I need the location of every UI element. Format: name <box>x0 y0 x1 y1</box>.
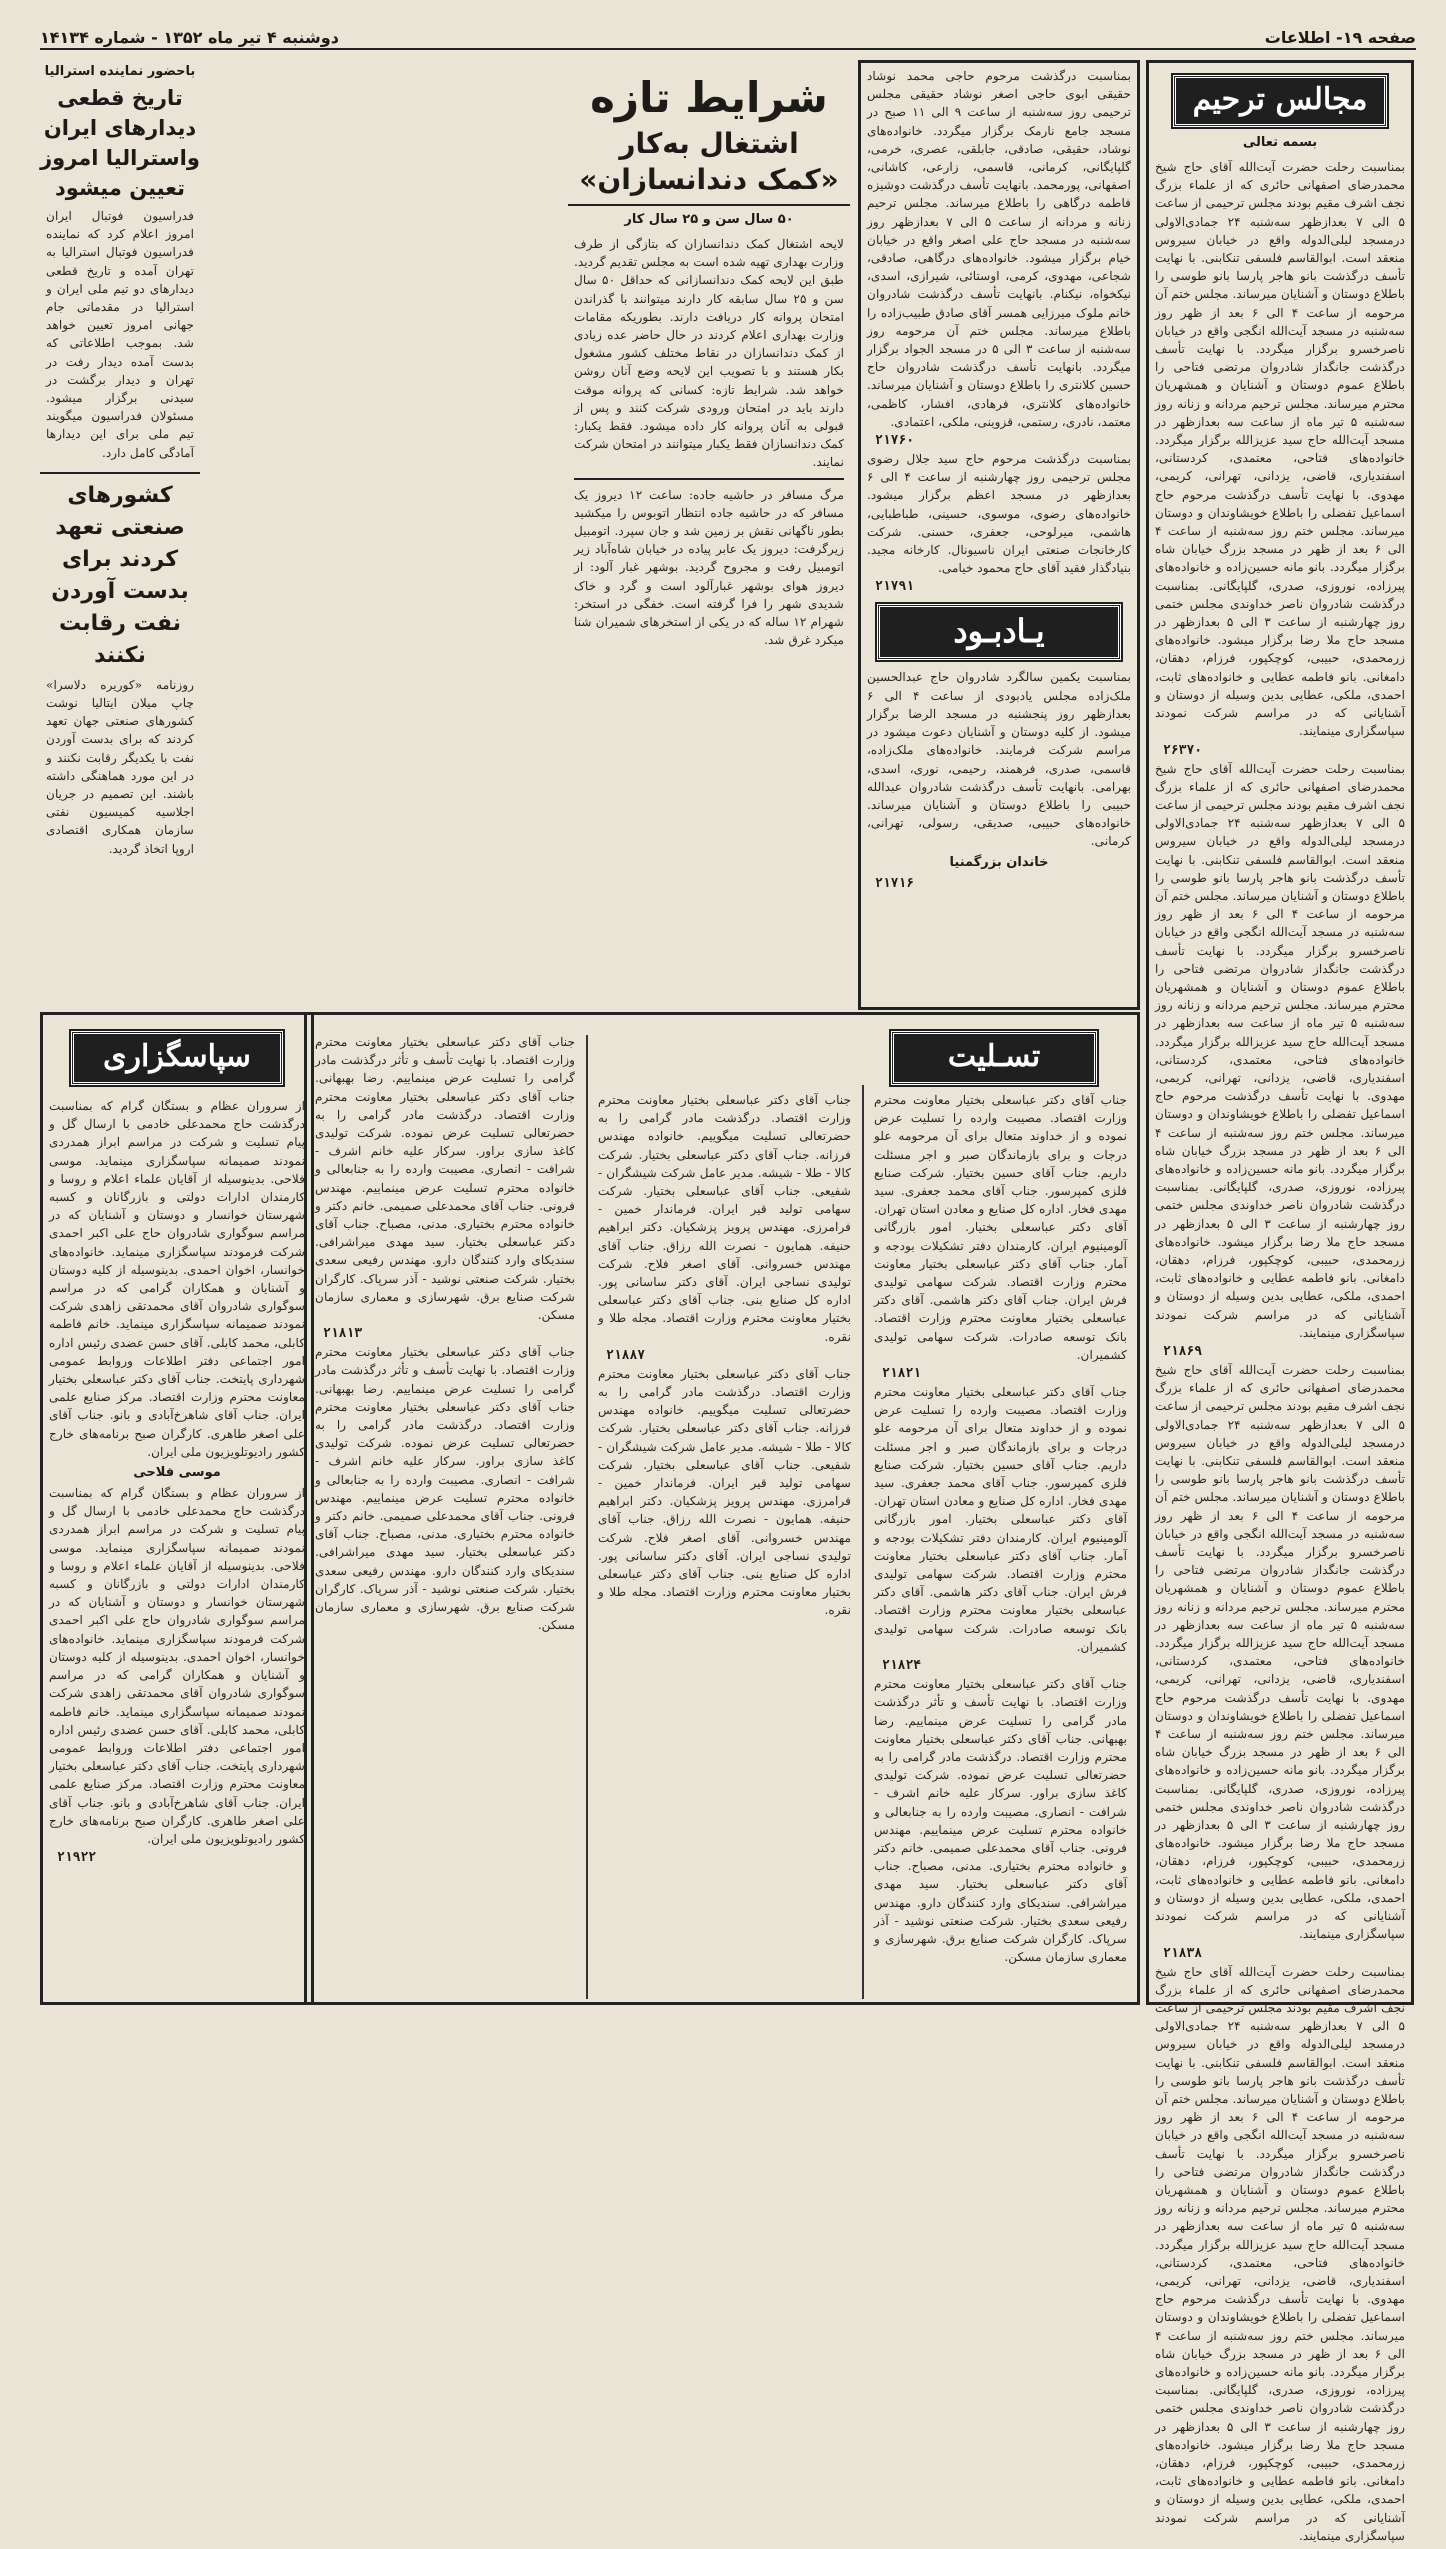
sepas-name: موسی فلاحی <box>133 1465 221 1481</box>
notices-ref: ۲۱۷۱۶ <box>875 875 915 891</box>
sports-title: تاریخ قطعی دیدارهای ایران واسترالیا امروز تعیین میشود <box>40 86 200 200</box>
majales-ref: ۲۱۸۳۸ <box>1163 1945 1203 1961</box>
rule <box>574 478 844 480</box>
majales-body-repeat: بمناسبت رحلت حضرت آیت‌الله آقای حاج شیخ محمدرضای اصفهانی حائری که از علماء بزرگ نجف اشرف مقیم بودند مجلس ترحیمی از ساعت ۵ الی ۷ بعدازظهر سه‌شنبه ۲۴ جمادی‌الاولی درمسجد لیلی‌الدوله واقع در خیابان سیروس منعقد است. ابوالقاسم فلسفی تنکابنی. با نهایت تأسف درگذشت بانو هاجر پارسا بانو طوسی را باطلاع دوستان و آشنایان میرساند. مجلس ختم آن مرحومه از ساعت ۴ الی ۶ بعد از ظهر روز سه‌شنبه در مسجد آیت‌الله انگجی واقع در خیابان ناصرخسرو برگزار میگردد. با نهایت تأسف درگذشت جانگداز شادروان مرتضی فتاحی را باطلاع عموم دوستان و آشنایان و همشهریان محترم میرساند. مجلس ترحیم مردانه و زنانه روز سه‌شنبه ۵ تیر ماه از ساعت سه بعدازظهر در مسجد آیت‌الله حاج سید عزیزالله برگزار میگردد. خانواده‌های فتاحی، معتمدی، کردستانی، اسفندیاری، قاضی، یزدانی، تهرانی، کریمی، مهدوی. با نهایت تأسف درگذشت مرحوم حاج اسماعیل تفضلی را باطلاع خویشاوندان و دوستان میرساند. مجلس ختم روز سه‌شنبه از ساعت ۴ الی ۶ بعد از ظهر در مسجد بزرگ خیابان شاه برگزار میگردد. بانو مانه حسین‌زاده و خانواده‌های پیرزاده، نوروزی، صدری، گلپایگانی. بمناسبت درگذشت شادروان ناصر خداوندی مجلس ختمی روز چهارشنبه از ساعت ۳ الی ۵ بعدازظهر در مسجد حاج ملا رضا برگزار میشود. خانواده‌های زرمحمدی، حبیبی، کوچکپور، فرزام، دهقان، دامغانی. بانو فاطمه عطایی و خانواده‌های ثابت، احمدی، ملکی، عطایی بدین وسیله از دوستان و آشنایانی که در مراسم شرکت نمودند سپاسگزاری مینمایند. <box>1155 1964 1406 2543</box>
majales-column <box>1146 60 1414 2543</box>
tasliat-body: جناب آقای دکتر عباسعلی بختیار معاونت محترم وزارت اقتصاد. مصیبت وارده را تسلیت عرض نموده و از خداوند متعال برای آن مرحومه علو درجات و برای بازماندگان صبر و اجر مسئلت داریم. جناب آقای حسین بختیار. شرکت صنایع فلزی کمپرسور. جناب آقای محمد جعفری. سید مهدی فخار. اداره کل صنایع و معادن استان تهران. آقای دکتر عباسعلی بختیار. امور بازرگانی آلومینیوم ایران. کارمندان دفتر تشکیلات بودجه و آمار. جناب آقای دکتر عباسعلی بختیار معاونت محترم وزارت اقتصاد. شرکت سهامی تولیدی فرش ایران. جناب آقای دکتر هاشمی. آقای دکتر عباسعلی بختیار معاونت محترم وزارت اقتصاد. بانک توسعه صادرات. شرکت سهامی تولیدی کشمیران. <box>874 1385 1127 1654</box>
notices-ref: ۲۱۷۶۰ <box>875 433 915 449</box>
tasliat-body: جناب آقای دکتر عباسعلی بختیار معاونت محترم وزارت اقتصاد. درگذشت مادر گرامی را به حضرتعالی تسلیت میگوییم. خانواده مهندس فرزانه. جناب آقای دکتر عباسعلی بختیار. شرکت کالا - طلا - شیشه. مدیر عامل شرکت شیشگران - شفیعی. جناب آقای عباسعلی بختیار. شرکت سهامی تولید قیر ایران. فرماندار خمین - فرامرزی. مهندس پرویز پزشکیان. دکتر ابراهیم حنیفه. همایون - نصرت الله رزاق. جناب آقای مهندس خسروانی. آقای اصغر فلاح. شرکت تولیدی نساجی ایران. آقای دکتر ساسانی پور. اداره کل صنایع بنی. جناب آقای دکتر عباسعلی بختیار معاونت محترم وزارت اقتصاد. مجله طلا و نقره. <box>598 1093 851 1344</box>
oil-title: کشورهای صنعتی تعهد کردند برای بدست آوردن نفت رقابت نکنند <box>51 482 189 668</box>
sepas-banner: سپاسگزاری <box>71 1031 283 1085</box>
sepas-body: از سروران عظام و بستگان گرام که بمناسبت درگذشت حاج محمدعلی خادمی با ارسال گل و پیام تسلیت و شرکت در مراسم ابراز همدردی نمودند صمیمانه سپاسگزاری مینماید. موسی فلاحی. بدینوسیله از آقایان علماء اعلام و روسا و کارمندان ادارات دولتی و بازرگانان و کسبه شهرستان خوانسار و دوستان و آشنایان که در مراسم سوگواری شادروان حاج علی اکبر احمدی شرکت فرمودند سپاسگزاری مینماید. خانواده‌های خوانسار، اخوان احمدی. بدینوسیله از کلیه دوستان و آشنایان و همکاران گرامی که در مراسم سوگواری شادروان آقای محمدتقی زاهدی شرکت نمودند صمیمانه سپاسگزاری مینماید. خانم فاطمه کابلی، محمد کابلی. آقای حسن عضدی رئیس اداره امور اجتماعی دفتر اطلاعات وروابط عمومی شهرداری پایتخت. جناب آقای دکتر عباسعلی بختیار معاونت محترم وزارت اقتصاد. مرکز صنایع علمی ایران. جناب آقای شاهرخ‌آبادی و بانو. جناب آقای علی اصغر طاهری. کارگران صبح برنامه‌های خارج کشور رادیوتلویزیون ملی ایران. <box>49 1099 305 1459</box>
tasliat-col-2 <box>592 1087 857 1997</box>
majales-first-heading: بسمه تعالی <box>1242 135 1318 150</box>
sports-body: فدراسیون فوتبال ایران امروز اعلام کرد که نماینده فدراسیون فوتبال استرالیا به تهران آمده و تاریخ قطعی دیدارهای دو تیم ملی ایران و استرالیا در مقدماتی جام جهانی امروز تعیین خواهد شد. بموجب اطلاعاتی که بدست آمده دیدار رفت در تهران و دیدار برگشت در سیدنی برگزار میشود. مسئولان فدراسیون میگویند تیم ملی برای این دیدارها آمادگی کامل دارد. <box>46 209 194 460</box>
dentists-subtitle: اشتغال به‌کار «کمک دندانسازان» <box>579 127 839 196</box>
tasliat-banner: تسـلیت <box>891 1031 1097 1085</box>
yadbood-signature: خاندان بزرگمنیا <box>949 854 1049 870</box>
tasliat-body: جناب آقای دکتر عباسعلی بختیار معاونت محترم وزارت اقتصاد. با نهایت تأسف و تأثر درگذشت مادر گرامی را تسلیت عرض مینماییم. رضا بهبهانی. جناب آقای دکتر عباسعلی بختیار معاونت محترم وزارت اقتصاد. درگذشت مادر گرامی را به حضرتعالی تسلیت عرض نموده. شرکت تولیدی کاغذ سازی براور. سرکار علیه خانم اشرف - شرافت - انصاری. مصیبت وارده را به جنابعالی و خانواده محترم تسلیت عرض مینماییم. مهندس فرونی. جناب آقای محمدعلی صمیمی. خانم دکتر و خانواده محترم بختیاری. مدنی، مصباح. جناب آقای دکتر عباسعلی بختیار. سید مهدی میراشرافی. سندیکای وارد کنندگان دارو. مهندس رفیعی سعدی بختیار. شرکت صنعتی نوشید - آذر سرپاک. کارگران شرکت صنایع برق. شهرسازی و معماری سازمان مسکن. <box>874 1677 1127 1965</box>
tasliat-col-1 <box>868 1087 1133 1997</box>
dentists-subhead: ۵۰ سال سن و ۲۵ سال کار <box>624 212 794 227</box>
majales-body-repeat: بمناسبت رحلت حضرت آیت‌الله آقای حاج شیخ محمدرضای اصفهانی حائری که از علماء بزرگ نجف اشرف مقیم بودند مجلس ترحیمی از ساعت ۵ الی ۷ بعدازظهر سه‌شنبه ۲۴ جمادی‌الاولی درمسجد لیلی‌الدوله واقع در خیابان سیروس منعقد است. ابوالقاسم فلسفی تنکابنی. با نهایت تأسف درگذشت بانو هاجر پارسا بانو طوسی را باطلاع دوستان و آشنایان میرساند. مجلس ختم آن مرحومه از ساعت ۴ الی ۶ بعد از ظهر روز سه‌شنبه در مسجد آیت‌الله انگجی واقع در خیابان ناصرخسرو برگزار میگردد. با نهایت تأسف درگذشت جانگداز شادروان مرتضی فتاحی را باطلاع عموم دوستان و آشنایان و همشهریان محترم میرساند. مجلس ترحیم مردانه و زنانه روز سه‌شنبه ۵ تیر ماه از ساعت سه بعدازظهر در مسجد آیت‌الله حاج سید عزیزالله برگزار میگردد. خانواده‌های فتاحی، معتمدی، کردستانی، اسفندیاری، قاضی، یزدانی، تهرانی، کریمی، مهدوی. با نهایت تأسف درگذشت مرحوم حاج اسماعیل تفضلی را باطلاع خویشاوندان و دوستان میرساند. مجلس ختم روز سه‌شنبه از ساعت ۴ الی ۶ بعد از ظهر در مسجد بزرگ خیابان شاه برگزار میگردد. بانو مانه حسین‌زاده و خانواده‌های پیرزاده، نوروزی، صدری، گلپایگانی. بمناسبت درگذشت شادروان ناصر خداوندی مجلس ختمی روز چهارشنبه از ساعت ۳ الی ۵ بعدازظهر در مسجد حاج ملا رضا برگزار میشود. خانواده‌های زرمحمدی، حبیبی، کوچکپور، فرزام، دهقان، دامغانی. بانو فاطمه عطایی و خانواده‌های ثابت، احمدی، ملکی، عطایی بدین وسیله از دوستان و آشنایانی که در مراسم شرکت نمودند سپاسگزاری مینمایند. <box>1155 761 1406 1340</box>
dentists-body: لایحه اشتغال کمک دندانسازان که بتازگی از طرف وزارت بهداری تهیه شده است به مجلس تقدیم گردید. طبق این لایحه کمک دندانسازانی که حداقل ۵۰ سال سن و ۲۵ سال سابقه کار دارند میتوانند با گذراندن امتحان پروانه کار دریافت دارند. بطوریکه مقامات وزارت بهداری اعلام کردند در حال حاضر عده زیادی از کمک دندانسازان در نقاط مختلف کشور مشغول بکار هستند و با تصویب این لایحه وضع آنان روشن خواهد شد. شرایط تازه: کسانی که پروانه موقت دارند باید در امتحان ورودی شرکت کنند و پس از قبولی به آنان پروانه کار داده میشود. فقط یکبار: کمک دندانسازان فقط یکبار میتوانند در امتحان شرکت نمایند. <box>574 237 845 470</box>
issue-date: دوشنبه ۴ تیر ماه ۱۳۵۲ - شماره ۱۴۱۳۴ <box>40 27 339 47</box>
page-label: صفحه ۱۹- اطلاعات <box>1264 27 1416 47</box>
notices-ref: ۲۱۷۹۱ <box>875 579 915 595</box>
oil-body: روزنامه «کوریره دلاسرا» چاپ میلان ایتالیا نوشت کشورهای صنعتی جهان تعهد کردند که برای بدست آوردن نفت با یکدیگر رقابت نکنند و در این مورد هماهنگی داشته باشند. این تصمیم در جریان اجلاسیه کمیسیون نفتی سازمان همکاری اقتصادی اروپا اتخاذ گردید. <box>46 677 194 856</box>
majales-body: بمناسبت رحلت حضرت آیت‌الله آقای حاج شیخ محمدرضای اصفهانی حائری که از علماء بزرگ نجف اشرف مقیم بودند مجلس ترحیمی از ساعت ۵ الی ۷ بعدازظهر سه‌شنبه ۲۴ جمادی‌الاولی درمسجد لیلی‌الدوله واقع در خیابان سیروس منعقد است. ابوالقاسم فلسفی تنکابنی. با نهایت تأسف درگذشت بانو هاجر پارسا بانو طوسی را باطلاع دوستان و آشنایان میرساند. مجلس ختم آن مرحومه از ساعت ۴ الی ۶ بعد از ظهر روز سه‌شنبه در مسجد آیت‌الله انگجی واقع در خیابان ناصرخسرو برگزار میگردد. با نهایت تأسف درگذشت جانگداز شادروان مرتضی فتاحی را باطلاع عموم دوستان و آشنایان و همشهریان محترم میرساند. مجلس ترحیم مردانه و زنانه روز سه‌شنبه ۵ تیر ماه از ساعت سه بعدازظهر در مسجد آیت‌الله حاج سید عزیزالله برگزار میگردد. خانواده‌های فتاحی، معتمدی، کردستانی، اسفندیاری، قاضی، یزدانی، تهرانی، کریمی، مهدوی. با نهایت تأسف درگذشت مرحوم حاج اسماعیل تفضلی را باطلاع خویشاوندان و دوستان میرساند. مجلس ختم روز سه‌شنبه از ساعت ۴ الی ۶ بعد از ظهر در مسجد بزرگ خیابان شاه برگزار میگردد. بانو مانه حسین‌زاده و خانواده‌های پیرزاده، نوروزی، صدری، گلپایگانی. بمناسبت درگذشت شادروان ناصر خداوندی مجلس ختمی روز چهارشنبه از ساعت ۳ الی ۵ بعدازظهر در مسجد حاج ملا رضا برگزار میشود. خانواده‌های زرمحمدی، حبیبی، کوچکپور، فرزام، دهقان، دامغانی. بانو فاطمه عطایی و خانواده‌های ثابت، احمدی، ملکی، عطایی بدین وسیله از دوستان و آشنایانی که در مراسم شرکت نمودند سپاسگزاری مینمایند. <box>1155 160 1406 739</box>
column-divider <box>586 1035 588 1999</box>
rule <box>40 472 200 474</box>
tasliat-body: جناب آقای دکتر عباسعلی بختیار معاونت محترم وزارت اقتصاد. با نهایت تأسف و تأثر درگذشت مادر گرامی را تسلیت عرض مینماییم. رضا بهبهانی. جناب آقای دکتر عباسعلی بختیار معاونت محترم وزارت اقتصاد. درگذشت مادر گرامی را به حضرتعالی تسلیت عرض نموده. شرکت تولیدی کاغذ سازی براور. سرکار علیه خانم اشرف - شرافت - انصاری. مصیبت وارده را به جنابعالی و خانواده محترم تسلیت عرض مینماییم. مهندس فرونی. جناب آقای محمدعلی صمیمی. خانم دکتر و خانواده محترم بختیاری. مدنی، مصباح. جناب آقای دکتر عباسعلی بختیار. سید مهدی میراشرافی. سندیکای وارد کنندگان دارو. مهندس رفیعی سعدی بختیار. شرکت صنعتی نوشید - آذر سرپاک. کارگران شرکت صنایع برق. شهرسازی و معماری سازمان مسکن. <box>315 1035 575 1323</box>
notices-column <box>858 60 1140 1010</box>
tasliat-body: جناب آقای دکتر عباسعلی بختیار معاونت محترم وزارت اقتصاد. با نهایت تأسف و تأثر درگذشت مادر گرامی را تسلیت عرض مینماییم. رضا بهبهانی. جناب آقای دکتر عباسعلی بختیار معاونت محترم وزارت اقتصاد. درگذشت مادر گرامی را به حضرتعالی تسلیت عرض نموده. شرکت تولیدی کاغذ سازی براور. سرکار علیه خانم اشرف - شرافت - انصاری. مصیبت وارده را به جنابعالی و خانواده محترم تسلیت عرض مینماییم. مهندس فرونی. جناب آقای محمدعلی صمیمی. خانم دکتر و خانواده محترم بختیاری. مدنی، مصباح. جناب آقای دکتر عباسعلی بختیار. سید مهدی میراشرافی. سندیکای وارد کنندگان دارو. مهندس رفیعی سعدی بختیار. شرکت صنعتی نوشید - آذر سرپاک. کارگران شرکت صنایع برق. شهرسازی و معماری سازمان مسکن. <box>315 1345 575 1633</box>
sepas-section <box>40 1012 314 2005</box>
notices-body: بمناسبت درگذشت مرحوم حاجی محمد نوشاد حقیقی ابوی حاجی اصغر نوشاد حقیقی مجلس ترحیمی روز سه‌شنبه از ساعت ۹ الی ۱۱ صبح در مسجد جامع نارمک برگزار میگردد. خانواده‌های نوشاد، حقیقی، صادقی، جابلقی، عصری، خرمی، گلپایگانی، کرمانی، قاسمی، زارعی، کاشانی، اصفهانی، پورمحمد. بانهایت تأسف درگذشت دوشیزه فاطمه درگاهی را باطلاع میرساند. مجلس ترحیم زنانه و مردانه از ساعت ۵ الی ۷ بعدازظهر روز سه‌شنبه در مسجد حاج علی اصغر واقع در خیابان خیام برگزار میشود. خانواده‌های درگاهی، صادقی، شجاعی، مهدوی، کرمی، اوستائی، شیرازی، اسدی، نیکخواه، نیکنام. بانهایت تأسف درگذشت شادروان خانم ملوک میرزایی همسر آقای صادق طبیب‌زاده را باطلاع میرساند. مجلس ختم آن مرحومه روز سه‌شنبه از ساعت ۳ الی ۵ در مسجد الجواد برگزار میگردد. بانهایت تأسف درگذشت شادروان حاج حسین کلانتری را باطلاع دوستان و آشنایان میرساند. خانواده‌های کلانتری، فرهادی، افشار، کاظمی، معتمد، نادری، رستمی، قزوینی، ملکی، اعتمادی. <box>867 69 1131 429</box>
rule <box>568 204 850 206</box>
misc-news-body: مرگ مسافر در حاشیه جاده: ساعت ۱۲ دیروز یک مسافر که در حاشیه جاده انتظار اتوبوس را میکشید بطور ناگهانی نقش بر زمین شد و جان سپرد. اتومبیل زیرگرفت: دیروز یک عابر پیاده در خیابان شاه‌آباد زیر اتومبیل رفت و مجروح گردید. بوشهر غبار آلود: از دیروز هوای بوشهر غبارآلود است و گرد و خاک شدیدی شهر را فرا گرفته است. خفگی در استخر: شهرام ۱۲ ساله که در یکی از استخرهای شمیران شنا میکرد غرق شد. <box>574 487 844 648</box>
tasliat-ref: ۲۱۸۲۴ <box>882 1658 922 1674</box>
sports-kicker: باحضور نماینده استرالیا <box>44 64 196 79</box>
tasliat-ref: ۲۱۸۲۱ <box>882 1366 922 1382</box>
majales-ref: ۲۱۸۶۹ <box>1163 1344 1203 1359</box>
yadbood-banner: یـادبـود <box>877 604 1121 660</box>
news-column-sports <box>40 60 200 1010</box>
tasliat-col-3 <box>309 1029 581 1997</box>
majales-body-repeat: بمناسبت رحلت حضرت آیت‌الله آقای حاج شیخ محمدرضای اصفهانی حائری که از علماء بزرگ نجف اشرف مقیم بودند مجلس ترحیمی از ساعت ۵ الی ۷ بعدازظهر سه‌شنبه ۲۴ جمادی‌الاولی درمسجد لیلی‌الدوله واقع در خیابان سیروس منعقد است. ابوالقاسم فلسفی تنکابنی. با نهایت تأسف درگذشت بانو هاجر پارسا بانو طوسی را باطلاع دوستان و آشنایان میرساند. مجلس ختم آن مرحومه از ساعت ۴ الی ۶ بعد از ظهر روز سه‌شنبه در مسجد آیت‌الله انگجی واقع در خیابان ناصرخسرو برگزار میگردد. با نهایت تأسف درگذشت جانگداز شادروان مرتضی فتاحی را باطلاع عموم دوستان و آشنایان و همشهریان محترم میرساند. مجلس ترحیم مردانه و زنانه روز سه‌شنبه ۵ تیر ماه از ساعت سه بعدازظهر در مسجد آیت‌الله حاج سید عزیزالله برگزار میگردد. خانواده‌های فتاحی، معتمدی، کردستانی، اسفندیاری، قاضی، یزدانی، تهرانی، کریمی، مهدوی. با نهایت تأسف درگذشت مرحوم حاج اسماعیل تفضلی را باطلاع خویشاوندان و دوستان میرساند. مجلس ختم روز سه‌شنبه از ساعت ۴ الی ۶ بعد از ظهر در مسجد بزرگ خیابان شاه برگزار میگردد. بانو مانه حسین‌زاده و خانواده‌های پیرزاده، نوروزی، صدری، گلپایگانی. بمناسبت درگذشت شادروان ناصر خداوندی مجلس ختمی روز چهارشنبه از ساعت ۳ الی ۵ بعدازظهر در مسجد حاج ملا رضا برگزار میشود. خانواده‌های زرمحمدی، حبیبی، کوچکپور، فرزام، دهقان، دامغانی. بانو فاطمه عطایی و خانواده‌های ثابت، احمدی، ملکی، عطایی بدین وسیله از دوستان و آشنایانی که در مراسم شرکت نمودند سپاسگزاری مینمایند. <box>1155 1363 1406 1942</box>
tasliat-ref: ۲۱۸۸۷ <box>606 1347 646 1363</box>
dentists-title: شرایط تازه <box>590 73 828 122</box>
majales-banner: مجالس ترحیم <box>1173 75 1387 127</box>
notices-body: بمناسبت درگذشت مرحوم حاج سید جلال رضوی مجلس ترحیمی روز چهارشنبه از ساعت ۴ الی ۶ بعدازظهر در مسجد اعظم برگزار میشود. خانواده‌های رضوی، موسوی، حسینی، طباطبایی، هاشمی، میرلوحی، جعفری، حسنی. شرکت کارخانجات صنعتی ایران ناسیونال. کارخانه مجید. بنیادگذار فقید آقای حاج محمود خیامی. <box>867 452 1131 576</box>
tasliat-body: جناب آقای دکتر عباسعلی بختیار معاونت محترم وزارت اقتصاد. درگذشت مادر گرامی را به حضرتعالی تسلیت میگوییم. خانواده مهندس فرزانه. جناب آقای دکتر عباسعلی بختیار. شرکت کالا - طلا - شیشه. مدیر عامل شرکت شیشگران - شفیعی. جناب آقای عباسعلی بختیار. شرکت سهامی تولید قیر ایران. فرماندار خمین - فرامرزی. مهندس پرویز پزشکیان. دکتر ابراهیم حنیفه. همایون - نصرت الله رزاق. جناب آقای مهندس خسروانی. آقای اصغر فلاح. شرکت تولیدی نساجی ایران. آقای دکتر ساسانی پور. اداره کل صنایع بنی. جناب آقای دکتر عباسعلی بختیار معاونت محترم وزارت اقتصاد. مجله طلا و نقره. <box>598 1366 851 1618</box>
news-column-dentists <box>568 62 850 1012</box>
majales-ref: ۲۶۳۷۰ <box>1163 742 1203 758</box>
column-divider <box>862 1085 864 1999</box>
tasliat-ref: ۲۱۸۱۳ <box>323 1326 363 1342</box>
sepas-body: از سروران عظام و بستگان گرام که بمناسبت درگذشت حاج محمدعلی خادمی با ارسال گل و پیام تسلیت و شرکت در مراسم ابراز همدردی نمودند صمیمانه سپاسگزاری مینماید. موسی فلاحی. بدینوسیله از آقایان علماء اعلام و روسا و کارمندان ادارات دولتی و بازرگانان و کسبه شهرستان خوانسار و دوستان و آشنایان که در مراسم سوگواری شادروان حاج علی اکبر احمدی شرکت فرمودند سپاسگزاری مینماید. خانواده‌های خوانسار، اخوان احمدی. بدینوسیله از کلیه دوستان و آشنایان و همکاران گرامی که در مراسم سوگواری شادروان آقای محمدتقی زاهدی شرکت نمودند صمیمانه سپاسگزاری مینماید. خانم فاطمه کابلی، محمد کابلی. آقای حسن عضدی رئیس اداره امور اجتماعی دفتر اطلاعات وروابط عمومی شهرداری پایتخت. جناب آقای دکتر عباسعلی بختیار معاونت محترم وزارت اقتصاد. مرکز صنایع علمی ایران. جناب آقای شاهرخ‌آبادی و بانو. جناب آقای علی اصغر طاهری. کارگران صبح برنامه‌های خارج کشور رادیوتلویزیون ملی ایران. <box>49 1486 305 1846</box>
sepas-ref: ۲۱۹۲۲ <box>57 1850 97 1866</box>
yadbood-body: بمناسبت یکمین سالگرد شادروان حاج عبدالحسین ملک‌زاده مجلس یادبودی از ساعت ۴ الی ۶ بعدازظهر روز پنجشنبه در مسجد الرضا برگزار میشود. از کلیه دوستان و آشنایان دعوت میشود در مراسم شرکت فرمایند. خانواده‌های ملک‌زاده، قاسمی، صدری، فرهمند، رحیمی، نوری، اسدی، بهرامی. بانهایت تأسف درگذشت شادروان عبدالله حبیبی را باطلاع دوستان و آشنایان میرساند. خانواده‌های حبیبی، صدیقی، رسولی، تهرانی، کرمانی. <box>867 670 1131 849</box>
page-header <box>40 26 1416 50</box>
tasliat-section <box>304 1012 1140 2005</box>
tasliat-body: جناب آقای دکتر عباسعلی بختیار معاونت محترم وزارت اقتصاد. مصیبت وارده را تسلیت عرض نموده و از خداوند متعال برای آن مرحومه علو درجات و برای بازماندگان صبر و اجر مسئلت داریم. جناب آقای حسین بختیار. شرکت صنایع فلزی کمپرسور. جناب آقای محمد جعفری. سید مهدی فخار. اداره کل صنایع و معادن استان تهران. آقای دکتر عباسعلی بختیار. امور بازرگانی آلومینیوم ایران. کارمندان دفتر تشکیلات بودجه و آمار. جناب آقای دکتر عباسعلی بختیار معاونت محترم وزارت اقتصاد. شرکت سهامی تولیدی فرش ایران. جناب آقای دکتر هاشمی. آقای دکتر عباسعلی بختیار معاونت محترم وزارت اقتصاد. بانک توسعه صادرات. شرکت سهامی تولیدی کشمیران. <box>874 1093 1127 1362</box>
